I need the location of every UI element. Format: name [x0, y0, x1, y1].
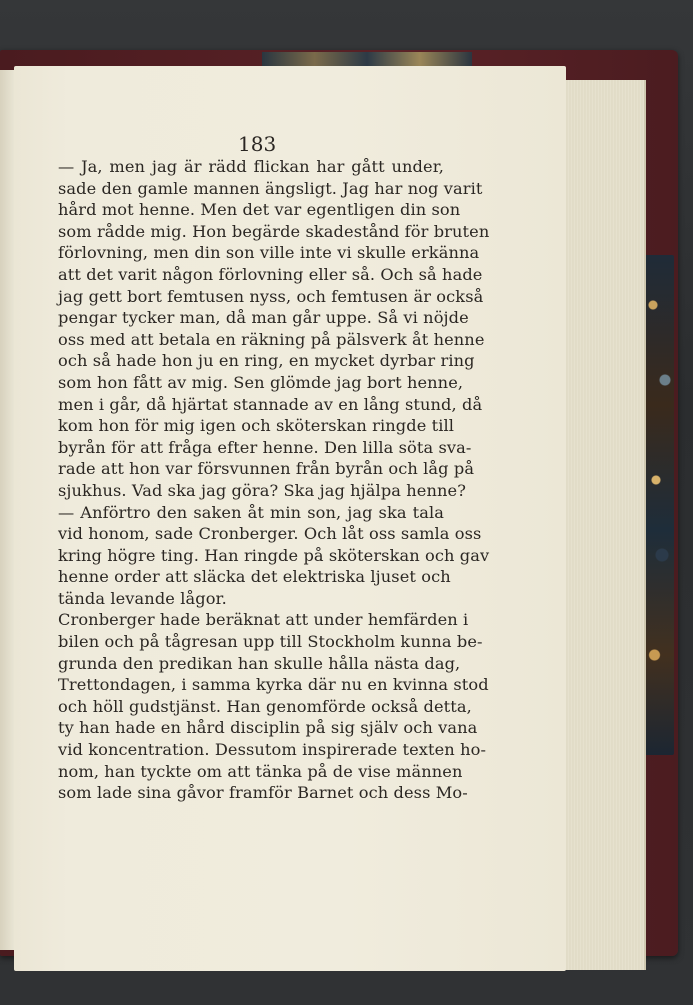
text-line: förlovning, men din son ville inte vi skulle erkänna — [58, 243, 480, 263]
text-line: vid honom, sade Cronberger. Och låt oss samla oss — [58, 524, 482, 544]
text-line: som lade sina gåvor framför Barnet och dess Mo- — [58, 783, 468, 803]
text-line: bilen och på tågresan upp till Stockholm kunna be- — [58, 632, 483, 652]
text-line: grunda den predikan han skulle hålla nästa dag, — [58, 653, 461, 673]
text-line: sade den gamle mannen ängsligt. Jag har nog varit — [58, 178, 483, 198]
text-line: kom hon för mig igen och sköterskan ringde till — [58, 416, 455, 436]
text-line: Cronberger hade beräknat att under hemfärden i — [58, 610, 469, 630]
page-block-edges — [560, 80, 646, 970]
page-text — [58, 156, 490, 804]
text-line: henne order att släcka det elektriska ljuset och — [58, 567, 451, 587]
text-line: byrån för att fråga efter henne. Den lilla söta sva- — [58, 437, 472, 457]
marbled-endpaper-edge — [644, 255, 674, 755]
text-line: rade att hon var försvunnen från byrån och låg på — [58, 459, 475, 479]
text-line: kring högre ting. Han ringde på sköterskan och gav — [58, 545, 490, 565]
text-line: tända levande lågor. — [58, 588, 227, 608]
text-line: oss med att betala en räkning på pälsverk åt henne — [58, 329, 485, 349]
text-line: att det varit någon förlovning eller så. Och så hade — [58, 264, 483, 284]
text-line: nom, han tyckte om att tänka på de vise männen — [58, 761, 463, 781]
page-number: 183 — [238, 132, 277, 156]
text-line: — Anförtro den saken åt min son, jag ska tala — [58, 502, 444, 522]
text-line: hård mot henne. Men det var egentligen din son — [58, 200, 461, 220]
text-line: som hon fått av mig. Sen glömde jag bort henne, — [58, 372, 464, 392]
text-line: Trettondagen, i samma kyrka där nu en kvinna stod — [58, 675, 489, 695]
text-line: vid koncentration. Dessutom inspirerade texten ho- — [58, 740, 487, 760]
text-line: sjukhus. Vad ska jag göra? Ska jag hjälpa henne? — [58, 480, 466, 500]
text-line: som rådde mig. Hon begärde skadestånd för bruten — [58, 221, 490, 241]
text-line: ty han hade en hård disciplin på sig själv och vana — [58, 718, 478, 738]
text-line: pengar tycker man, då man går uppe. Så vi nöjde — [58, 308, 469, 328]
text-line: jag gett bort femtusen nyss, och femtusen är också — [58, 286, 484, 306]
text-line: — Ja, men jag är rädd flickan har gått under, — [58, 157, 444, 176]
text-line: och höll gudstjänst. Han genomförde också detta, — [58, 696, 472, 716]
text-line: och så hade hon ju en ring, en mycket dyrbar ring — [58, 351, 475, 371]
text-line: men i går, då hjärtat stannade av en lång stund, då — [58, 394, 483, 414]
